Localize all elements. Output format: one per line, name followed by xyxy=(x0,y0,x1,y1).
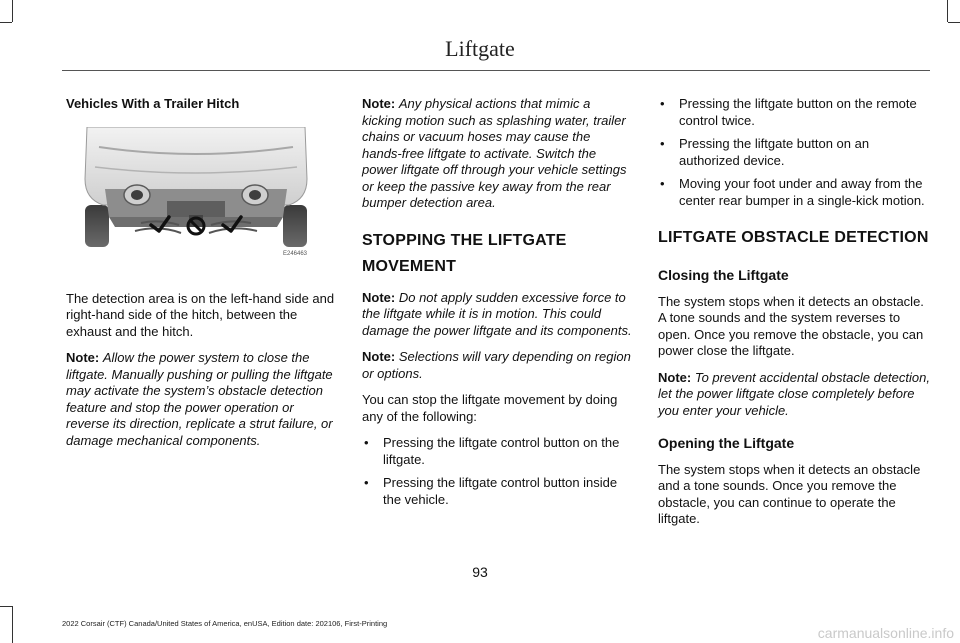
subheading-opening: Opening the Liftgate xyxy=(658,435,795,451)
stop-methods-list-continued xyxy=(658,96,930,209)
note-label: Note: xyxy=(362,349,396,364)
list-item-text: Pressing the liftgate control button on the liftgate. xyxy=(383,435,620,467)
list-item-text: Pressing the liftgate button on the remote control twice. xyxy=(679,96,917,128)
bullet-glyph: • xyxy=(660,96,665,111)
note-accidental-detection xyxy=(658,370,930,420)
note-text: Any physical actions that mimic a kicking motion such as splashing water, trailer chains or vacuum hoses may cause the hands-free liftgate to activate. Switch the power liftgate off through your vehicle settings or keep the passive key away from the rear bumper detection area. xyxy=(362,96,627,210)
note-text: Do not apply sudden excessive force to the liftgate while it is in motion. This could damage the power liftgate and its components. xyxy=(362,289,632,338)
subheading-closing: Closing the Liftgate xyxy=(658,267,789,283)
edition-footer: 2022 Corsair (CTF) Canada/United States of America, enUSA, Edition date: 202106, First-Printing xyxy=(62,619,388,628)
page-title: Liftgate xyxy=(445,36,515,61)
list-item-text: Moving your foot under and away from the center rear bumper in a single-kick motion. xyxy=(679,176,925,208)
bullet-glyph: • xyxy=(364,435,369,450)
note-text: To prevent accidental obstacle detection, let the power liftgate close completely before you enter your vehicle. xyxy=(658,369,930,418)
section-heading-stopping: STOPPING THE LIFTGATE MOVEMENT xyxy=(362,231,567,275)
column-3 xyxy=(658,96,930,538)
note-text: Selections will vary depending on region or options. xyxy=(362,349,631,381)
note-sudden-force xyxy=(362,290,632,340)
crop-mark xyxy=(0,606,12,607)
rear-bumper-illustration xyxy=(69,127,321,263)
note-kicking-motion xyxy=(362,96,632,212)
crop-mark xyxy=(948,22,960,23)
bullet-glyph: • xyxy=(660,136,665,151)
note-label: Note: xyxy=(362,96,396,111)
note-selections xyxy=(362,349,632,382)
crop-mark xyxy=(12,0,13,22)
crop-mark xyxy=(947,0,948,22)
stop-methods-list xyxy=(362,435,632,508)
note-label: Note: xyxy=(658,369,692,385)
crop-mark xyxy=(0,22,12,23)
section-heading-obstacle-detection: LIFTGATE OBSTACLE DETECTION xyxy=(658,229,929,246)
page-number: 93 xyxy=(472,564,488,580)
column-1 xyxy=(66,96,338,459)
note-label: Note: xyxy=(362,289,396,305)
list-item xyxy=(658,176,930,209)
list-item xyxy=(658,96,930,129)
figure-code: E246463 xyxy=(283,250,308,257)
list-item-text: Pressing the liftgate control button inside the vehicle. xyxy=(383,475,618,507)
detection-area-paragraph: The detection area is on the left-hand side and right-hand side of the hitch, between the exhaust and the hitch. xyxy=(66,290,335,339)
closing-paragraph: The system stops when it detects an obstacle. A tone sounds and the system reverses to open. Once you remove the obstacle, you can power close the liftgate. xyxy=(658,293,924,358)
list-item-text: Pressing the liftgate button on an authorized device. xyxy=(679,136,870,168)
list-item xyxy=(658,136,930,169)
header-rule xyxy=(62,70,930,71)
bullet-glyph: • xyxy=(364,475,369,490)
stop-movement-intro: You can stop the liftgate movement by doing any of the following: xyxy=(362,392,618,424)
trailer-hitch-illustration xyxy=(69,127,321,263)
note-power-system xyxy=(66,350,338,449)
crop-mark xyxy=(12,606,13,643)
note-text: Allow the power system to close the liftgate. Manually pushing or pulling the liftgate may activate the system’s obstacle detection feature and stop the power operation or reverse its direction, replicate a strut failure, or damage mechanical components. xyxy=(66,350,333,448)
subheading-trailer-hitch: Vehicles With a Trailer Hitch xyxy=(66,96,240,111)
list-item xyxy=(362,475,632,508)
watermark: carmanualsonline.info xyxy=(817,625,954,641)
column-2 xyxy=(362,96,632,515)
note-label: Note: xyxy=(66,350,100,365)
bullet-glyph: • xyxy=(660,176,665,191)
opening-paragraph: The system stops when it detects an obstacle and a tone sounds. Once you remove the obstacle, you can continue to operate the liftgate. xyxy=(658,461,921,526)
list-item xyxy=(362,435,632,468)
